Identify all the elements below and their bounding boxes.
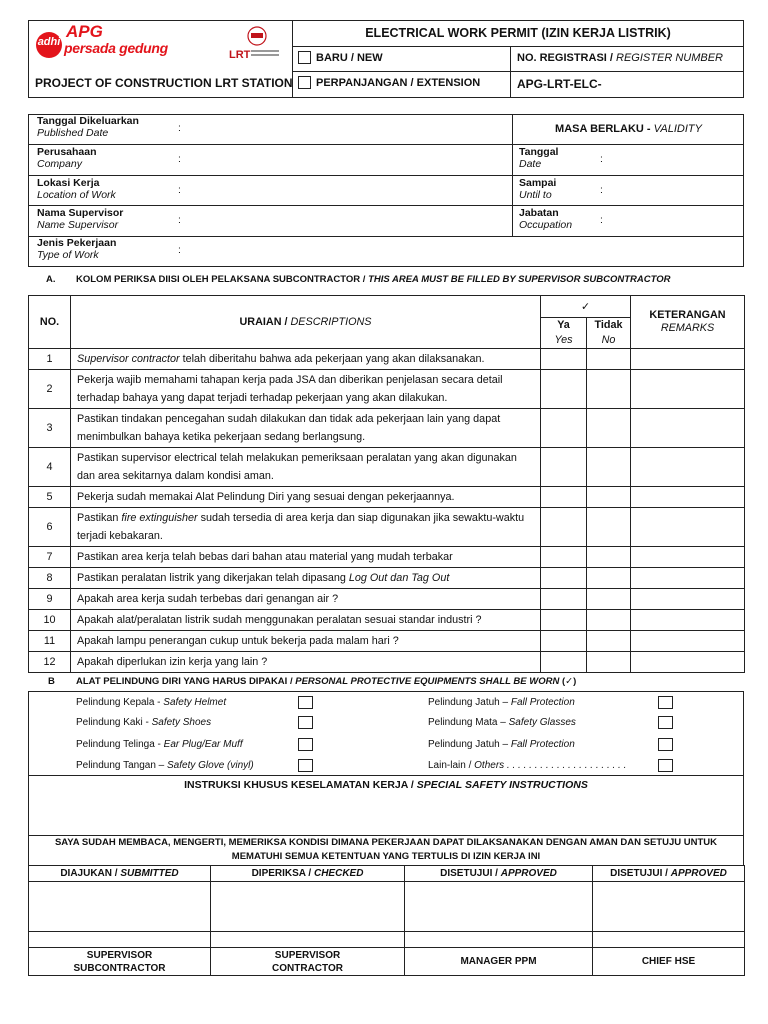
ppe-label: Pelindung Kepala - <box>76 697 161 708</box>
company-field[interactable] <box>37 146 507 174</box>
supervisor-label-en: Name Supervisor <box>37 219 119 231</box>
signature-head-row <box>29 866 745 882</box>
row-description-emphasis: Log Out dan Tag Out <box>348 572 450 584</box>
no-cell[interactable] <box>587 589 631 610</box>
signature-name-box[interactable] <box>29 932 211 948</box>
row-description-text: Pastikan peralatan listrik yang dikerjakan telah dipasang <box>77 572 349 584</box>
yes-cell[interactable] <box>541 589 587 610</box>
signature-heading-en: CHECKED <box>313 868 364 879</box>
yes-cell[interactable] <box>541 547 587 568</box>
checklist-row <box>29 487 745 508</box>
row-description-emphasis: Supervisor contractor <box>77 353 180 365</box>
remarks-cell[interactable] <box>631 370 745 409</box>
extension-label-en: EXTENSION <box>416 77 481 89</box>
signature-heading-id: DIPERIKSA / <box>251 868 312 879</box>
published-date-field[interactable] <box>37 115 507 143</box>
signature-role <box>593 948 745 976</box>
ppe-checkbox[interactable] <box>658 716 673 729</box>
checklist-row <box>29 508 745 547</box>
ppe-item <box>428 739 575 750</box>
row-description <box>71 508 541 547</box>
ppe-checkbox[interactable] <box>298 696 313 709</box>
signature-table <box>28 865 745 976</box>
row-description-text-end: telah diberitahu bahwa ada pekerjaan yang akan dilaksanakan. <box>179 353 485 365</box>
row-description-text: Apakah lampu penerangan cukup untuk bekerja pada malam hari ? <box>77 635 399 647</box>
signature-gap-row <box>29 932 745 948</box>
company-label: Perusahaan <box>37 146 97 158</box>
signature-role-line-2: SUBCONTRACTOR <box>73 962 166 974</box>
special-title-id: INSTRUKSI KHUSUS KESELAMATAN KERJA / <box>184 779 414 791</box>
row-description-text: Pekerja sudah memakai Alat Pelindung Diri yang sesuai dengan pekerjaannya. <box>77 491 455 503</box>
checklist-row <box>29 610 745 631</box>
persada-gedung-logo: persada gedung <box>64 40 168 56</box>
no-cell[interactable] <box>587 547 631 568</box>
location-label-en: Location of Work <box>37 189 116 201</box>
header-hline-2 <box>292 71 744 72</box>
no-header-en: No <box>601 334 616 346</box>
register-label-en: REGISTER NUMBER <box>616 52 723 64</box>
no-cell[interactable] <box>587 508 631 547</box>
checklist-row <box>29 448 745 487</box>
new-label-id: BARU / <box>316 52 354 64</box>
ppe-label-en: Safety Helmet <box>163 697 227 708</box>
no-cell[interactable] <box>587 370 631 409</box>
apg-logo: APG <box>66 22 103 41</box>
remarks-cell[interactable] <box>631 652 745 673</box>
no-cell[interactable] <box>587 610 631 631</box>
signature-name-box[interactable] <box>593 932 745 948</box>
signature-name-box[interactable] <box>405 932 593 948</box>
checklist-body <box>29 349 745 673</box>
yes-cell[interactable] <box>541 370 587 409</box>
signature-role <box>29 948 211 976</box>
row-number: 5 <box>29 487 71 508</box>
lrt-emblem-icon <box>243 26 271 46</box>
col-no-header: NO. <box>29 296 71 349</box>
occupation-label: Jabatan <box>519 207 559 219</box>
yes-cell[interactable] <box>541 448 587 487</box>
row-number: 3 <box>29 409 71 448</box>
signature-heading-id: DISETUJUI / <box>440 868 498 879</box>
company-label-en: Company <box>37 158 82 170</box>
checklist-row <box>29 370 745 409</box>
signature-role-line-1: SUPERVISOR <box>274 949 341 961</box>
until-colon: : <box>600 184 603 196</box>
ppe-label: Pelindung Jatuh – <box>428 739 509 750</box>
signature-heading-en: APPROVED <box>670 868 727 879</box>
register-label-id: NO. REGISTRASI / <box>517 52 613 64</box>
remarks-cell[interactable] <box>631 589 745 610</box>
ppe-checkbox[interactable] <box>298 738 313 751</box>
ppe-item <box>76 697 226 708</box>
signature-heading-en: SUBMITTED <box>120 868 179 879</box>
info-hline-1 <box>28 144 744 145</box>
row-description-text: Pastikan area kerja telah bebas dari bahan atau material yang mudah terbakar <box>77 551 453 563</box>
row-description <box>71 370 541 409</box>
ppe-label: Pelindung Telinga - <box>76 739 161 750</box>
location-field[interactable] <box>37 177 507 205</box>
until-label-en: Until to <box>519 189 552 201</box>
section-b-title-en: PERSONAL PROTECTIVE EQUIPMENTS SHALL BE WORN <box>295 676 560 687</box>
no-cell[interactable] <box>587 487 631 508</box>
until-label: Sampai <box>519 177 557 189</box>
supervisor-field[interactable] <box>37 207 507 235</box>
row-description <box>71 652 541 673</box>
extension-checkbox[interactable] <box>298 76 311 89</box>
row-number: 2 <box>29 370 71 409</box>
lrt-logo-sub <box>251 50 279 52</box>
special-instructions-title <box>28 779 744 791</box>
ppe-item <box>428 697 575 708</box>
section-b-title-id: ALAT PELINDUNG DIRI YANG HARUS DIPAKAI / <box>76 676 293 687</box>
section-a-title-id: KOLOM PERIKSA DIISI OLEH PELAKSANA SUBCONTRACTOR <box>76 274 361 285</box>
ppe-label: Pelindung Jatuh – <box>428 697 509 708</box>
yes-cell[interactable] <box>541 652 587 673</box>
row-number: 10 <box>29 610 71 631</box>
ppe-label: Lain-lain / <box>428 760 472 771</box>
yes-cell[interactable] <box>541 508 587 547</box>
col-desc-header <box>71 296 541 349</box>
permit-title: ELECTRICAL WORK PERMIT (IZIN KERJA LISTRIK) <box>365 26 671 40</box>
checklist-row <box>29 409 745 448</box>
signature-role-line-1: CHIEF HSE <box>641 956 696 967</box>
ppe-checkbox[interactable] <box>658 759 673 772</box>
ppe-item <box>76 739 243 750</box>
ppe-item <box>76 717 211 728</box>
row-description <box>71 610 541 631</box>
yes-cell[interactable] <box>541 568 587 589</box>
row-number: 12 <box>29 652 71 673</box>
ppe-checkbox[interactable] <box>658 738 673 751</box>
worktype-label-en: Type of Work <box>37 249 99 261</box>
signature-heading <box>593 866 745 882</box>
yes-cell[interactable] <box>541 409 587 448</box>
no-cell[interactable] <box>587 448 631 487</box>
remarks-cell[interactable] <box>631 448 745 487</box>
signature-heading-en: APPROVED <box>500 868 557 879</box>
no-header-id: Tidak <box>594 319 623 331</box>
row-description <box>71 487 541 508</box>
header-hline-1 <box>292 46 744 47</box>
row-number: 8 <box>29 568 71 589</box>
location-label: Lokasi Kerja <box>37 177 100 189</box>
worktype-colon: : <box>178 244 181 256</box>
ppe-label-en: Safety Glove (vinyl) <box>167 760 254 771</box>
row-description <box>71 589 541 610</box>
date-label-en: Date <box>519 158 542 170</box>
row-description-text: Apakah alat/peralatan listrik sudah menggunakan peralatan sesuai standar industri ? <box>77 614 482 626</box>
remarks-header <box>631 296 745 349</box>
row-description-text: Pastikan supervisor electrical telah melakukan pemeriksaan peralatan yang akan digunakan dan area sekitarnya dalam kondisi aman. <box>77 452 517 482</box>
section-b-title-check: (✓) <box>561 676 577 687</box>
row-description <box>71 547 541 568</box>
col-desc-header-id: URAIAN / <box>239 316 288 328</box>
row-number: 9 <box>29 589 71 610</box>
checklist-table <box>28 295 745 673</box>
ppe-item <box>76 760 254 771</box>
row-number: 4 <box>29 448 71 487</box>
row-description <box>71 448 541 487</box>
check-mark-header: ✓ <box>541 296 631 318</box>
info-hline-2 <box>28 175 744 176</box>
section-a-sep: / <box>362 274 366 285</box>
row-number: 6 <box>29 508 71 547</box>
date-colon: : <box>600 153 603 165</box>
row-number: 7 <box>29 547 71 568</box>
published-date-colon: : <box>178 122 181 134</box>
yes-header <box>541 318 587 349</box>
signature-role-line-1: MANAGER PPM <box>460 956 537 967</box>
row-description-text: Pastikan <box>77 512 122 524</box>
adhi-logo-text: adhi <box>37 36 61 48</box>
remarks-cell[interactable] <box>631 508 745 547</box>
no-header <box>587 318 631 349</box>
date-field[interactable] <box>519 146 739 174</box>
signature-heading <box>211 866 405 882</box>
signature-box[interactable] <box>405 882 593 932</box>
worktype-label: Jenis Pekerjaan <box>37 237 117 249</box>
checklist-row <box>29 349 745 370</box>
ppe-item <box>428 760 626 771</box>
no-cell[interactable] <box>587 631 631 652</box>
special-title-en: SPECIAL SAFETY INSTRUCTIONS <box>416 779 588 791</box>
row-description <box>71 631 541 652</box>
supervisor-colon: : <box>178 214 181 226</box>
signature-role <box>405 948 593 976</box>
remarks-cell[interactable] <box>631 568 745 589</box>
remarks-header-id: KETERANGAN <box>649 309 726 321</box>
lrt-logo: LRT <box>229 49 251 61</box>
row-number: 11 <box>29 631 71 652</box>
date-label: Tanggal <box>519 146 559 158</box>
signature-role-line-1: SUPERVISOR <box>86 949 153 961</box>
ppe-label-en: Safety Glasses <box>508 717 576 728</box>
new-label <box>316 52 383 64</box>
row-number: 1 <box>29 349 71 370</box>
no-cell[interactable] <box>587 349 631 370</box>
signature-role-row <box>29 948 745 976</box>
remarks-cell[interactable] <box>631 547 745 568</box>
company-colon: : <box>178 153 181 165</box>
checklist-row <box>29 589 745 610</box>
lrt-logo-sub2 <box>251 54 279 56</box>
supervisor-label: Nama Supervisor <box>37 207 124 219</box>
ppe-checkbox[interactable] <box>298 716 313 729</box>
no-cell[interactable] <box>587 568 631 589</box>
extension-label <box>316 77 480 89</box>
checklist-row <box>29 631 745 652</box>
until-field[interactable] <box>519 177 739 205</box>
checklist-row <box>29 568 745 589</box>
row-description-emphasis: fire extinguisher <box>121 512 198 524</box>
row-description-text: Pastikan tindakan pencegahan sudah dilakukan dan tidak ada pekerjaan lain yang dapat menimbulkan bahaya ketika pekerjaan sedang berlangsung. <box>77 413 501 443</box>
checklist-row <box>29 547 745 568</box>
ppe-checkbox[interactable] <box>298 759 313 772</box>
row-description-text-end: sudah tersedia di area kerja dan siap digunakan jika sewaktu-waktu terjadi kebakaran. <box>77 512 525 542</box>
signature-box[interactable] <box>29 882 211 932</box>
signature-box[interactable] <box>211 882 405 932</box>
row-description-text: Pekerja wajib memahami tahapan kerja pada JSA dan diberikan penjelasan secara detail terhadap bahaya yang dapat terjadi terhadap pekerjaan yang akan dilakukan. <box>77 374 503 404</box>
remarks-cell[interactable] <box>631 409 745 448</box>
ppe-label-en: Others . . . . . . . . . . . . . . . . . . . . . . <box>474 760 627 771</box>
no-cell[interactable] <box>587 409 631 448</box>
signature-role-line-2: CONTRACTOR <box>272 962 343 974</box>
signature-heading <box>29 866 211 882</box>
occupation-colon: : <box>600 214 603 226</box>
published-date-label: Tanggal Dikeluarkan <box>37 115 139 127</box>
info-hline-3 <box>28 205 744 206</box>
section-b-letter: B <box>48 676 55 687</box>
validity-heading <box>513 123 744 135</box>
new-checkbox[interactable] <box>298 51 311 64</box>
yes-cell[interactable] <box>541 349 587 370</box>
signature-name-box[interactable] <box>211 932 405 948</box>
remarks-cell[interactable] <box>631 631 745 652</box>
signature-heading-id: DISETUJUI / <box>610 868 668 879</box>
signature-space-row <box>29 882 745 932</box>
yes-cell[interactable] <box>541 487 587 508</box>
ppe-item <box>428 717 576 728</box>
ppe-label-en: Fall Protection <box>510 697 575 708</box>
remarks-cell[interactable] <box>631 349 745 370</box>
remarks-header-en: REMARKS <box>660 322 715 334</box>
header-vline <box>510 46 511 98</box>
ppe-label: Pelindung Mata – <box>428 717 506 728</box>
ppe-label-en: Ear Plug/Ear Muff <box>163 739 243 750</box>
published-date-label-en: Published Date <box>37 127 109 139</box>
location-colon: : <box>178 184 181 196</box>
project-title: PROJECT OF CONSTRUCTION LRT STATION <box>35 76 293 90</box>
yes-cell[interactable] <box>541 631 587 652</box>
yes-header-id: Ya <box>557 319 570 331</box>
validity-heading-en: VALIDITY <box>653 123 702 135</box>
remarks-cell[interactable] <box>631 487 745 508</box>
signature-heading <box>405 866 593 882</box>
declaration-line-2: MEMATUHI SEMUA KETENTUAN YANG TERTULIS DI IZIN KERJA INI <box>231 851 541 862</box>
ppe-label: Pelindung Tangan – <box>76 760 165 771</box>
occupation-label-en: Occupation <box>519 219 573 231</box>
no-cell[interactable] <box>587 652 631 673</box>
row-description <box>71 568 541 589</box>
ppe-label-en: Safety Shoes <box>151 717 212 728</box>
new-label-en: NEW <box>356 52 383 64</box>
ppe-checkbox[interactable] <box>658 696 673 709</box>
register-label <box>517 52 723 64</box>
declaration-line-1: SAYA SUDAH MEMBACA, MENGERTI, MEMERIKSA KONDISI DIMANA PEKERJAAN DAPAT DILAKSANAKAN DENGAN AMAN DAN SETUJU UNTUK <box>54 837 718 848</box>
yes-cell[interactable] <box>541 610 587 631</box>
worktype-field[interactable] <box>37 237 737 265</box>
ppe-label: Pelindung Kaki - <box>76 717 149 728</box>
remarks-cell[interactable] <box>631 610 745 631</box>
signature-box[interactable] <box>593 882 745 932</box>
signature-role <box>211 948 405 976</box>
validity-heading-id: MASA BERLAKU - <box>555 123 651 135</box>
checklist-row <box>29 652 745 673</box>
section-a-title-en: THIS AREA MUST BE FILLED BY SUPERVISOR SUBCONTRACTOR <box>368 274 671 285</box>
row-description-text: Apakah area kerja sudah terbebas dari genangan air ? <box>77 593 339 605</box>
row-description <box>71 349 541 370</box>
occupation-field[interactable] <box>519 207 739 235</box>
row-description <box>71 409 541 448</box>
row-description-text: Apakah diperlukan izin kerja yang lain ? <box>77 656 268 668</box>
ppe-label-en: Fall Protection <box>510 739 575 750</box>
section-a-letter: A. <box>46 274 56 285</box>
yes-header-en: Yes <box>554 334 573 346</box>
register-number[interactable]: APG-LRT-ELC- <box>517 77 602 91</box>
extension-label-id: PERPANJANGAN / <box>316 77 414 89</box>
col-desc-header-en: DESCRIPTIONS <box>290 316 372 328</box>
signature-heading-id: DIAJUKAN / <box>60 868 118 879</box>
